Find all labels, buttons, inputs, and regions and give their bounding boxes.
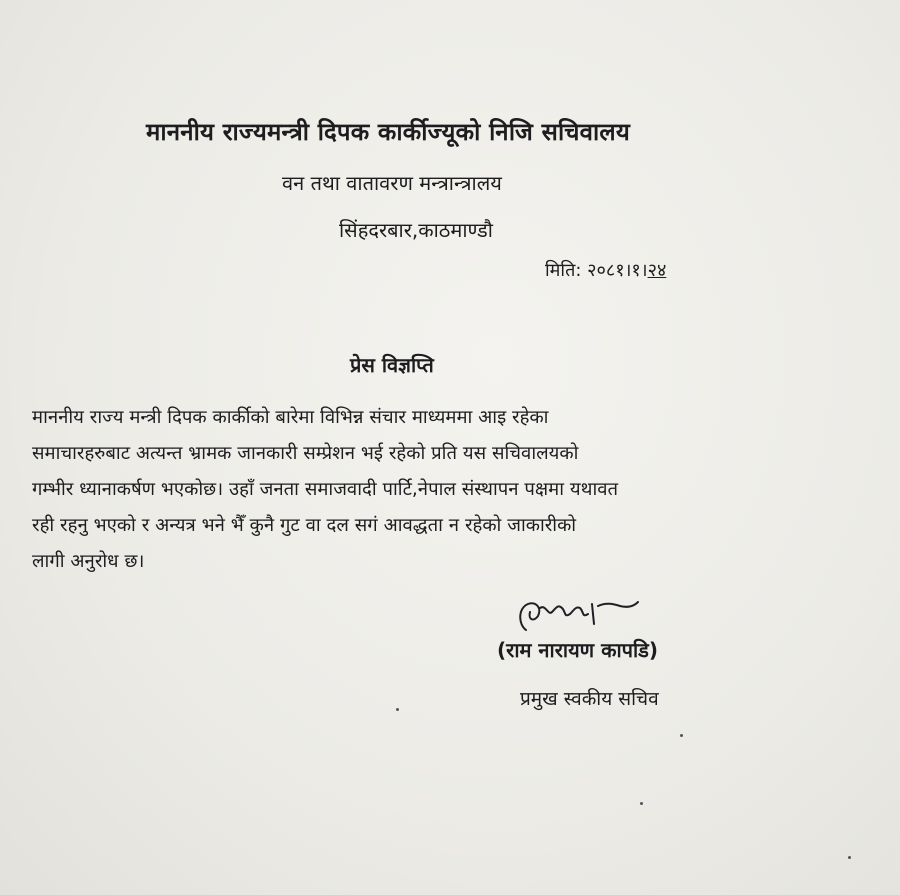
body-line: माननीय राज्य मन्त्री दिपक कार्कीको बारेमा विभिन्न संचार माध्यममा आइ रहेका	[32, 407, 549, 428]
letterhead-location: सिंहदरबार,काठमाण्डौ	[339, 218, 493, 242]
handwritten-signature	[512, 594, 642, 638]
date-label: मिति: २०८१।१।	[545, 260, 648, 281]
date-line	[545, 262, 666, 280]
date-day: २४	[647, 260, 667, 281]
body-line: गम्भीर ध्यानाकर्षण भएकोछ। उहाँ जनता समाजवादी पार्टि,नेपाल संस्थापन पक्षमा यथावत	[32, 479, 619, 500]
signatory-name: (राम नारायण कापडि)	[497, 638, 659, 662]
document-title: प्रेस विज्ञप्ति	[350, 353, 434, 377]
letterhead-office: माननीय राज्यमन्त्री दिपक कार्कीज्यूको निजि सचिवालय	[146, 118, 631, 146]
body-line: समाचारहरुबाट अत्यन्त भ्रामक जानकारी सम्प्रेशन भई रहेको प्रति यस सचिवालयको	[32, 443, 579, 464]
paper-speck	[396, 708, 399, 711]
body-line: रही रहनु भएको र अन्यत्र भने भैँ कुनै गुट वा दल सगं आवद्धता न रहेको जाकारीको	[32, 515, 577, 536]
body-paragraph	[32, 400, 862, 580]
letterhead-ministry: वन तथा वातावरण मन्त्रान्त्रालय	[282, 171, 502, 195]
paper-speck	[848, 856, 851, 859]
paper-speck	[640, 802, 643, 805]
signatory-designation: प्रमुख स्वकीय सचिव	[520, 688, 659, 710]
paper-speck	[680, 734, 683, 737]
body-line: लागी अनुरोध छ।	[32, 551, 145, 572]
